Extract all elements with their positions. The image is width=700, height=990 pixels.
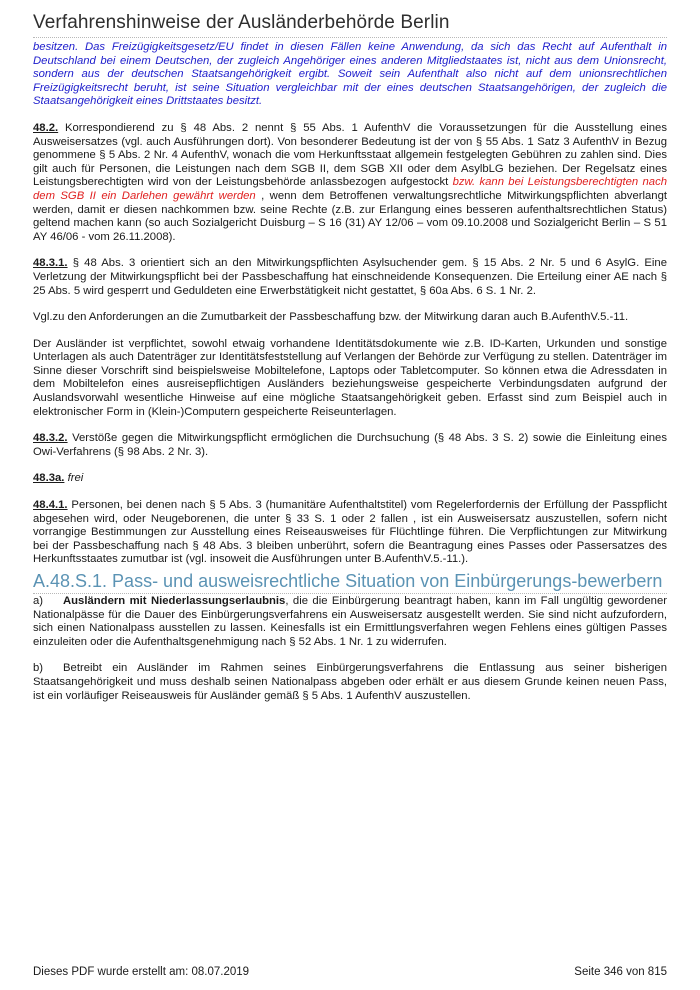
section-ref-48-3a: 48.3a. xyxy=(33,472,65,485)
paragraph-48-3-2-text: Verstöße gegen die Mitwirkungspflicht ermöglichen die Durchsuchung (§ 48 Abs. 3 S. 2) sowie die Einleitung eines Owi-Verfahrens (§ 98 Abs. 2 Nr. 3). xyxy=(33,432,667,458)
footer-created-date: Dieses PDF wurde erstellt am: 08.07.2019 xyxy=(33,966,250,978)
paragraph-48-3a-text: frei xyxy=(67,472,84,485)
list-item-a-text: , die die Einbürgerung beantragt haben, kann im Fall ungültig gewordener Nationalpässe für die Dauer des Einbürgerungsverfahrens ein Ausweisersatz ausgestellt werden. Sie sind nicht aufzufordern, sich einen Nationalpass ausstellen zu lassen. Keinesfalls ist ein Ermittlungsverfahren wegen Fehlens eines gültigen Passes einzuleiten oder die Aufenthaltsgenehmigung nach § 52 Abs. 1 Nr. 1 zu widerrufen. xyxy=(33,595,667,648)
section-ref-48-3-1: 48.3.1. xyxy=(33,257,68,270)
page-content xyxy=(33,41,667,716)
footer-page-number: Seite 346 von 815 xyxy=(574,966,667,978)
list-item-b xyxy=(33,662,667,703)
paragraph-vgl: Vgl.zu den Anforderungen an die Zumutbarkeit der Passbeschaffung bzw. der Mitwirkung daran auch B.AufenthV.5.-11. xyxy=(33,311,629,324)
intro-paragraph: besitzen. Das Freizügigkeitsgesetz/EU findet in diesen Fällen keine Anwendung, da sich das Recht auf Aufenthalt in Deutschland bei einem Deutschen, der zugleich Angehöriger eines anderen Mitgliedstaates ist, nicht aus dem Unionsrecht, sondern aus der deutschen Staatsangehörigkeit ergibt. Soweit sein Aufenthalt also nicht auf dem unionsrechtlichen Freizügigkeitsrecht beruht, ist seine Situation vergleichbar mit der eines deutschen Staatsangehörigen, der zugleich die Staatsangehörigkeit eines Drittstaates besitzt. xyxy=(33,41,667,108)
paragraph-48-4-1 xyxy=(33,499,667,567)
paragraph-48-2-text-after: , wenn dem Betroffenen verwaltungsrechtliche Mitwirkungspflichten abverlangt werden, damit er diesen nachkommen bzw. seine Rechte (z.B. zur Erlangung eines besseren aufenthaltsrechtlichen Status) geltend machen kann (so auch Sozialgericht Duisburg – S 16 (31) AY 12/06 – vom 09.10.2008 und Sozialgericht Berlin – S 51 AY 46/06 - vom 26.11.2008). xyxy=(33,189,667,243)
list-item-b-text: Betreibt ein Ausländer im Rahmen seines Einbürgerungsverfahrens die Entlassung aus seiner bisherigen Staatsangehörigkeit und muss deshalb seinen Nationalpass abgeben oder erhält er aus diesem Grunde keinen neuen Pass, ist ein vorläufiger Reiseausweis für Ausländer gemäß § 5 Abs. 1 AufenthV auszustellen. xyxy=(33,662,667,702)
header-divider xyxy=(33,37,667,38)
list-marker-b: b) xyxy=(33,662,44,675)
paragraph-48-2 xyxy=(33,122,667,244)
document-title: Verfahrenshinweise der Ausländerbehörde Berlin xyxy=(33,12,450,33)
section-ref-48-4-1: 48.4.1. xyxy=(33,499,68,512)
paragraph-48-3-2 xyxy=(33,432,667,459)
paragraph-48-3-1 xyxy=(33,257,667,298)
section-ref-48-3-2: 48.3.2. xyxy=(33,432,68,445)
paragraph-48-3a xyxy=(33,472,667,486)
paragraph-48-2-text: Korrespondierend zu § 48 Abs. 2 nennt § 55 Abs. 1 AufenthV die Voraussetzungen für die Ausstellung eines Ausweisersatzes (vgl. auch Ausführungen dort). Von besonderer Bedeutung ist der von § 55 Abs. 1 Satz 3 AufenthV in Bezug genommene § 5 Abs. 2 Nr. 4 AufenthV, wonach die vom Herkunftsstaat allgemein festgelegten Gebühren zu zahlen sind. Dies gilt auch für Personen, die Leistungen nach dem SGB II, dem SGB XII oder dem AsylbLG beziehen. Der Regelsatz eines Leistungsberechtigten wird von der Leistungsbehörde anlassbezogen aufgestockt xyxy=(33,121,667,189)
list-marker-a: a) xyxy=(33,595,44,607)
list-item-a xyxy=(33,595,667,649)
section-divider xyxy=(33,593,667,594)
list-item-a-bold: Ausländern mit Niederlassungserlaubnis xyxy=(63,595,286,607)
section-heading-a48s1: A.48.S.1. Pass- und ausweisrechtliche Situation von Einbürgerungs-bewerbern xyxy=(33,571,663,591)
section-ref-48-2: 48.2. xyxy=(33,121,59,134)
highlight-red-text: bzw. kann bei Leistungsberechtigten nach dem SGB II ein Darlehen gewährt werden xyxy=(33,176,668,202)
paragraph-auslaender: Der Ausländer ist verpflichtet, sowohl etwaig vorhandene Identitätsdokumente wie z.B. ID-Karten, Urkunden und sonstige Unterlagen als auch Datenträger zur Identitätsfeststellung auf Verlangen der Behörde zur Verfügung zu stellen. Datenträger im Sinne dieser Vorschrift sind beispielsweise Mobiltelefone, Laptops oder Tabletcomputer. So können etwa die Adressdaten in dem Mobiltelefon eines ausreisepflichtigen Ausländers beziehungsweise gespeicherte Verbindungsdaten aufgrund der Auslandsvorwahl wesentliche Hinweise auf eine mögliche Staatsangehörigkeit geben. Erfasst sind zum Beispiel auch in elektronischer Form in (Klein-)Computern gespeicherte Reiseunterlagen. xyxy=(33,337,667,418)
paragraph-48-3-1-text: § 48 Abs. 3 orientiert sich an den Mitwirkungspflichten Asylsuchender gem. § 15 Abs. 2 Nr. 5 und 6 AsylG. Eine Verletzung der Mitwirkungspflicht bei der Passbeschaffung hat einschneidende Konsequenzen. Die Erteilung einer AE nach § 25 Abs. 5 wird gesperrt und Geduldeten eine Erwerbstätigkeit nicht gestattet, § 60a Abs. 6 S. 1 Nr. 2. xyxy=(33,257,667,297)
paragraph-48-4-1-text: Personen, bei denen nach § 5 Abs. 3 (humanitäre Aufenthaltstitel) vom Regelerfordernis der Erfüllung der Passpflicht abgesehen wird, oder Neugeborenen, die unter § 33 S. 1 oder 2 fallen , ist ein Ausweisersatz auszustellen, sofern nicht vorrangige Bestimmungen zur Ausstellung eines Reiseausweises für Flüchtlinge führen. Die Verpflichtungen zur Mitwirkung bei der Passbeschaffung nach § 48 Abs. 3 bleiben unberührt, sofern die Beantragung eines Passes oder Passersatzes des Herkunftsstaates zumutbar ist (vgl. insoweit die Ausführungen unter B.AufenthV.5.-11.). xyxy=(33,499,667,566)
